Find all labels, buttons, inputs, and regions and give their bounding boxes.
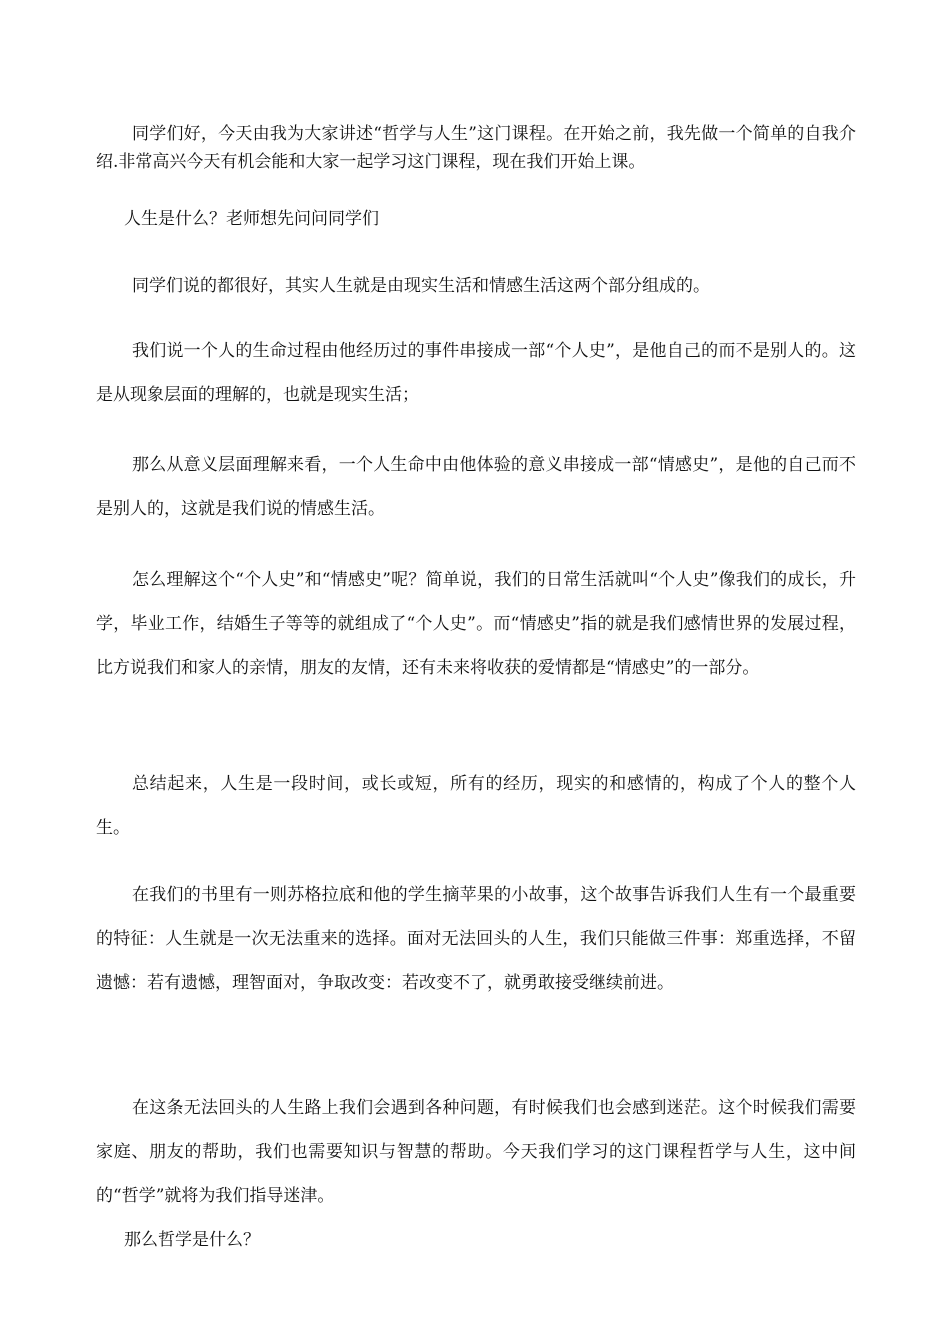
paragraph-explanation: 怎么理解这个“个人史”和“情感史”呢？简单说，我们的日常生活就叫“个人史”像我们的成长，升学，毕业工作，结婚生子等等的就组成了“个人史”。而“情感史”指的就是我们感情世界的发展过程，比方说我们和家人的亲情，朋友的友情，还有未来将收获的爱情都是“情感史”的一部分。 bbox=[96, 570, 856, 678]
paragraph-philosophy-guide: 在这条无法回头的人生路上我们会遇到各种问题，有时候我们也会感到迷茫。这个时候我们需要家庭、朋友的帮助，我们也需要知识与智慧的帮助。今天我们学习的这门课程哲学与人生，这中间的“哲学”就将为我们指导迷津。 bbox=[96, 1098, 856, 1206]
paragraph-personal-history: 我们说一个人的生命过程由他经历过的事件串接成一部“个人史”，是他自己的而不是别人的。这是从现象层面的理解的，也就是现实生活； bbox=[96, 341, 856, 405]
paragraph-socrates-story: 在我们的书里有一则苏格拉底和他的学生摘苹果的小故事，这个故事告诉我们人生有一个最重要的特征：人生就是一次无法重来的选择。面对无法回头的人生，我们只能做三件事：郑重选择，不留遗憾：若有遗憾，理智面对，争取改变：若改变不了，就勇敢接受继续前进。 bbox=[96, 885, 856, 993]
paragraph-what-is-philosophy: 那么哲学是什么？ bbox=[124, 1230, 260, 1250]
paragraph-emotional-history: 那么从意义层面理解来看，一个人生命中由他体验的意义串接成一部“情感史”，是他的自己而不是别人的，这就是我们说的情感生活。 bbox=[96, 455, 856, 519]
paragraph-intro: 同学们好，今天由我为大家讲述“哲学与人生”这门课程。在开始之前，我先做一个简单的自我介绍.非常高兴今天有机会能和大家一起学习这门课程，现在我们开始上课。 bbox=[96, 124, 856, 172]
paragraph-question: 人生是什么？老师想先问问同学们 bbox=[124, 209, 379, 229]
paragraph-answer: 同学们说的都很好，其实人生就是由现实生活和情感生活这两个部分组成的。 bbox=[132, 276, 710, 296]
paragraph-summary: 总结起来，人生是一段时间，或长或短，所有的经历，现实的和感情的，构成了个人的整个人生。 bbox=[96, 774, 856, 838]
